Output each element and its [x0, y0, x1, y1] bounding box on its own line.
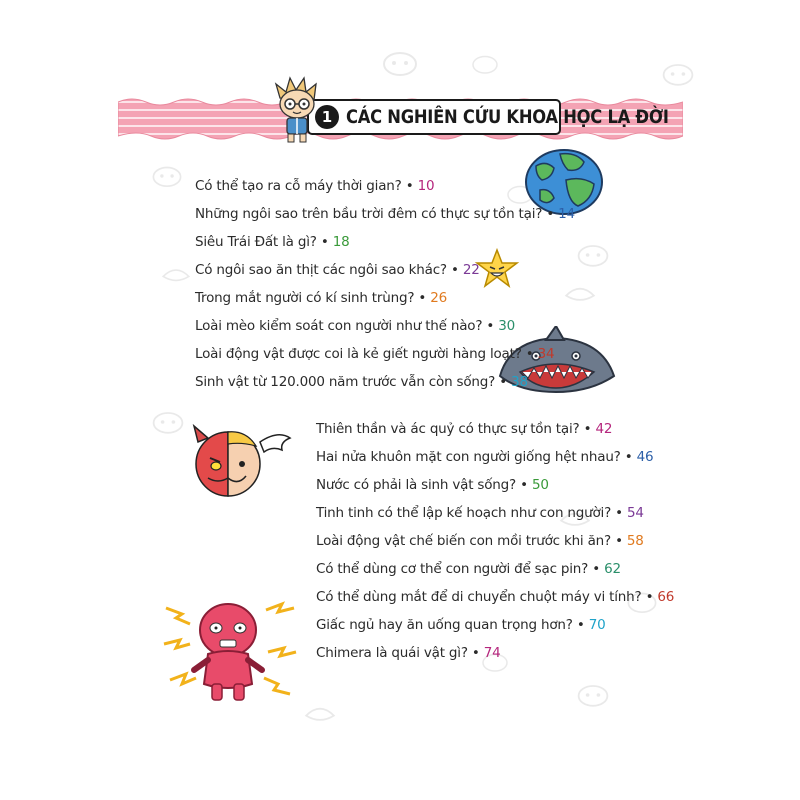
- toc-bullet: •: [418, 290, 427, 306]
- toc-bullet: •: [320, 234, 329, 250]
- toc-question: Có thể dùng cơ thể con người để sạc pin?: [316, 561, 589, 577]
- background-doodle-icon: [150, 162, 184, 190]
- toc-page-number: 26: [430, 290, 448, 306]
- toc-item-eye-mouse: [316, 589, 674, 605]
- toc-page-number: 46: [636, 449, 654, 465]
- toc-bullet: •: [520, 477, 528, 493]
- toc-page-number: 70: [588, 617, 606, 633]
- toc-page-number: 54: [627, 505, 644, 521]
- toc-question: Trong mắt người có kí sinh trùng?: [195, 290, 415, 306]
- toc-page-number: 30: [498, 318, 516, 334]
- toc-question: Có ngôi sao ăn thịt các ngôi sao khác?: [195, 262, 447, 278]
- toc-page-number: 38: [511, 374, 528, 390]
- toc-page-number: 22: [462, 262, 480, 278]
- toc-item-serial-killer-animal: [195, 346, 554, 362]
- toc-bullet: •: [615, 505, 623, 521]
- background-doodle-icon: [660, 60, 696, 88]
- toc-question: Giấc ngủ hay ăn uống quan trọng hơn?: [316, 617, 573, 633]
- toc-item-body-charging: [316, 561, 621, 577]
- background-doodle-icon: [380, 48, 420, 78]
- background-doodle-icon: [150, 408, 186, 436]
- background-doodle-icon: [560, 280, 600, 306]
- toc-bullet: •: [645, 589, 654, 605]
- angel-devil-face-icon: [186, 420, 296, 500]
- toc-page-number: 50: [531, 477, 549, 493]
- toc-bullet: •: [525, 346, 534, 362]
- electric-pink-creature-icon: [160, 600, 300, 704]
- toc-page-number: 74: [483, 645, 501, 661]
- toc-page-number: 42: [595, 421, 613, 437]
- chapter-number-badge: 1: [315, 105, 339, 129]
- background-doodle-icon: [158, 262, 194, 286]
- toc-bullet: •: [471, 645, 480, 661]
- toc-question: Loài động vật chế biến con mồi trước khi ăn?: [316, 533, 611, 549]
- toc-item-water-alive: [316, 477, 549, 493]
- toc-item-face-halves: [316, 449, 653, 465]
- toc-page-number: 58: [626, 533, 644, 549]
- toc-question: Loài mèo kiểm soát con người như thế nào?: [195, 318, 483, 334]
- toc-question: Tinh tinh có thể lập kế hoạch như con người?: [316, 505, 612, 521]
- toc-question: Có thể dùng mắt để di chuyển chuột máy vi tính?: [316, 589, 642, 605]
- toc-item-chimera: [316, 645, 501, 661]
- toc-page-number: 66: [657, 589, 675, 605]
- toc-item-stars-exist: [195, 206, 575, 222]
- toc-bullet: •: [615, 533, 623, 549]
- toc-bullet: •: [592, 561, 600, 577]
- toc-question: Có thể tạo ra cỗ máy thời gian?: [195, 178, 402, 194]
- toc-page-number: 14: [558, 206, 575, 222]
- toc-page-number: 34: [537, 346, 555, 362]
- toc-page-number: 10: [417, 178, 435, 194]
- background-doodle-icon: [575, 680, 611, 710]
- toc-question: Hai nửa khuôn mặt con người giống hệt nhau?: [316, 449, 621, 465]
- toc-question: Thiên thần và ác quỷ có thực sự tồn tại?: [316, 421, 580, 437]
- toc-bullet: •: [405, 178, 414, 194]
- toc-question: Sinh vật từ 120.000 năm trước vẫn còn sống?: [195, 374, 496, 390]
- toc-item-chimpanzee-plan: [316, 505, 644, 521]
- background-doodle-icon: [575, 240, 611, 270]
- toc-item-time-machine: [195, 178, 434, 194]
- toc-question: Nước có phải là sinh vật sống?: [316, 477, 516, 493]
- toc-question: Loài động vật được coi là kẻ giết người hàng loạt?: [195, 346, 522, 362]
- toc-item-prey-processing: [316, 533, 644, 549]
- background-doodle-icon: [300, 700, 340, 726]
- toc-page-number: 18: [332, 234, 350, 250]
- mascot-boy-icon: [272, 76, 322, 144]
- chapter-title: CÁC NGHIÊN CỨU KHOA HỌC LẠ ĐỜI: [346, 106, 669, 128]
- toc-question: Những ngôi sao trên bầu trời đêm có thực sự tồn tại?: [195, 206, 543, 222]
- toc-item-eye-parasites: [195, 290, 447, 306]
- toc-bullet: •: [546, 206, 555, 222]
- toc-bullet: •: [486, 318, 495, 334]
- laughing-star-icon: [474, 248, 520, 288]
- toc-bullet: •: [499, 374, 507, 390]
- toc-item-sleep-vs-eating: [316, 617, 605, 633]
- toc-item-star-eating: [195, 262, 480, 278]
- toc-item-ancient-creature: [195, 374, 528, 390]
- toc-bullet: •: [451, 262, 459, 278]
- toc-bullet: •: [583, 421, 592, 437]
- toc-question: Siêu Trái Đất là gì?: [195, 234, 317, 250]
- toc-question: Chimera là quái vật gì?: [316, 645, 468, 661]
- toc-item-angels-devils: [316, 421, 612, 437]
- toc-bullet: •: [576, 617, 585, 633]
- toc-bullet: •: [624, 449, 633, 465]
- background-doodle-icon: [470, 52, 500, 76]
- toc-item-super-earth: [195, 234, 349, 250]
- toc-page-number: 62: [604, 561, 621, 577]
- toc-item-cats-control: [195, 318, 515, 334]
